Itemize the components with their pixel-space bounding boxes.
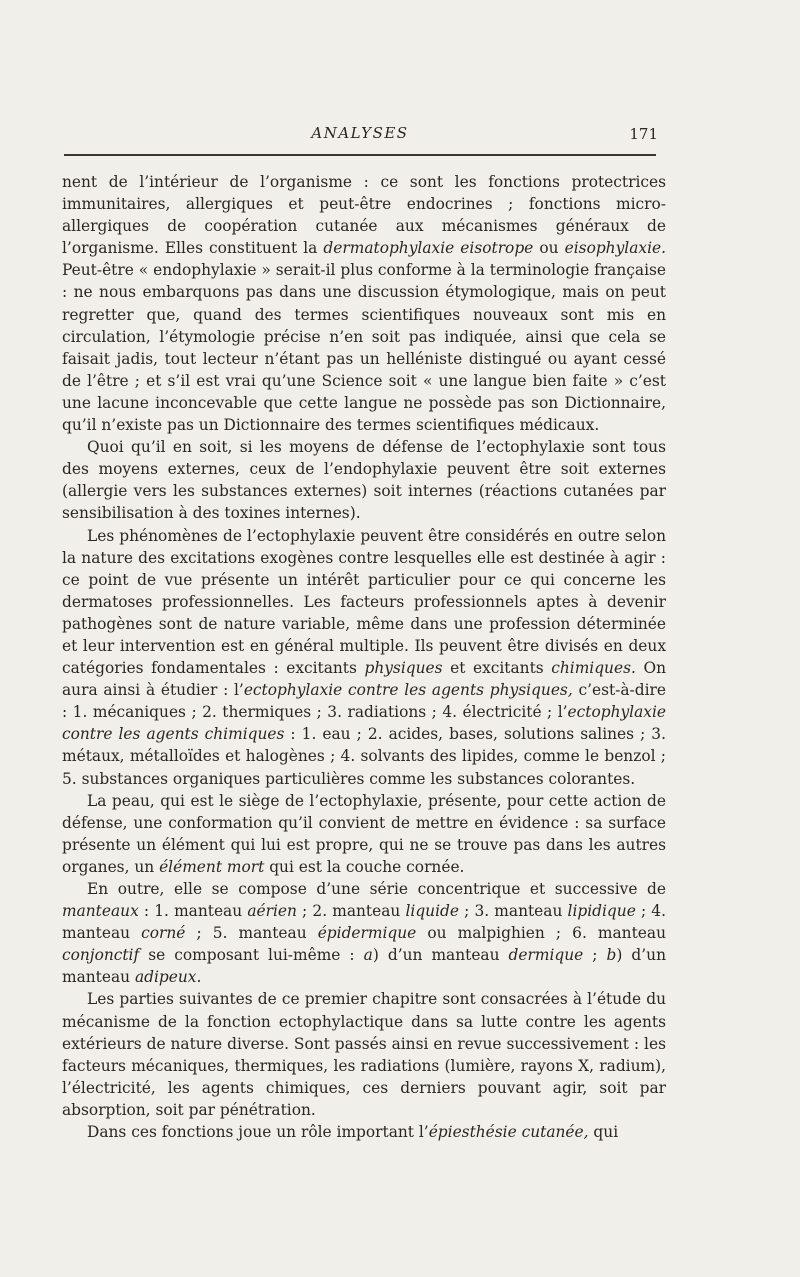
italic-run: conjonctif [62, 946, 140, 965]
text-run: ; 3. manteau [458, 902, 568, 921]
italic-run: dermique [508, 946, 584, 965]
italic-run: élément mort [159, 857, 265, 876]
text-run: : 1. manteau [138, 902, 248, 921]
italic-run: eisophylaxie. [564, 239, 666, 258]
italic-run: ectophylaxie contre les agents chimiques [62, 703, 666, 744]
text-run: ; 2. manteau [296, 902, 406, 921]
text-run: et excitants [442, 659, 552, 678]
italic-run: chimiques. [551, 659, 636, 678]
paragraph [62, 171, 666, 436]
text-run: ) d’un manteau [372, 946, 509, 965]
italic-run: b [606, 946, 617, 965]
italic-run: ectophylaxie contre les agents physiques, [243, 681, 573, 700]
italic-run: lipidique [567, 902, 636, 921]
text-run: Quoi qu’il en soit, si les moyens de défense de l’ectophylaxie sont tous des moyens externes, ceux de l’endophylaxie peuvent être soit externes (allergie vers les substances externes) soit internes (réactions cutanées par sensibilisation à des toxines internes). [62, 438, 666, 523]
text-run: La peau, qui est le siège de l’ectophylaxie, présente, pour cette action de défense, une conformation qu’il convient de mettre en évidence : sa surface présente un élément qui lui est propre, qui ne se trouve pas dans les autres organes, un [62, 791, 666, 876]
text-run: Les parties suivantes de ce premier chapitre sont consacrées à l’étude du mécanisme de la fonction ectophylactique dans sa lutte contre les agents extérieurs de nature diverse. Sont passés ainsi en revue successivement : les facteurs mécaniques, thermiques, les radiations (lumière, rayons X, radium), l’électricité, les agents chimiques, ces derniers pouvant agir, soit par absorption, soit par pénétration. [62, 990, 666, 1119]
italic-run: adipeux. [134, 968, 202, 987]
text-run: : 1. eau ; 2. acides, bases, solutions salines ; 3. métaux, métalloïdes et halogènes ; 4. solvants des lipides, comme le benzol ; 5. substances organiques particulières comme les substances colorantes. [62, 725, 666, 788]
text-run: En outre, elle se compose d’une série concentrique et successive de [87, 880, 666, 898]
italic-run: épidermique [317, 924, 417, 943]
text-run: qui est la couche cornée. [264, 857, 465, 876]
text-run: Les phénomènes de l’ectophylaxie peuvent être considérés en outre selon la nature des excitations exogènes contre lesquelles elle est destinée à agir : ce point de vue présente un intérêt particulier pour ce qui concerne les dermatoses professionnelles. Les facteurs professionnels aptes à devenir pathogènes sont de nature variable, même dans une profession déterminée et leur intervention est en général multiple. Ils peuvent être divisés en deux catégories fondamentales : excitants [62, 526, 666, 678]
text-run: qui [588, 1123, 619, 1142]
text-run: Dans ces fonctions joue un rôle important l’ [87, 1123, 429, 1142]
running-head: ANALYSES [311, 124, 409, 142]
text-run: c’est-à-dire : 1. mécaniques ; 2. thermiques ; 3. radiations ; 4. électricité ; l’ [62, 681, 666, 722]
text-run: se composant lui-même : [139, 946, 364, 965]
paragraph [62, 436, 666, 524]
text-run: ou malpighien ; 6. manteau [416, 924, 666, 943]
page-number: 171 [629, 125, 658, 143]
italic-run: liquide [405, 902, 459, 921]
paragraph [62, 1121, 666, 1143]
text-run: On aura ainsi à étudier : l’ [62, 659, 666, 700]
italic-run: physiques [364, 659, 443, 678]
text-run: ; 4. manteau [62, 902, 666, 943]
italic-run: épiesthésie cutanée, [428, 1123, 589, 1142]
text-run: ou [533, 239, 565, 258]
text-run: ; 5. manteau [185, 924, 318, 943]
italic-run: aérien [247, 902, 297, 921]
italic-run: dermatophylaxie eisotrope [323, 239, 534, 258]
header-rule [64, 154, 656, 156]
italic-run: a [363, 946, 373, 965]
paragraph [62, 878, 666, 988]
italic-run: manteaux [62, 902, 139, 921]
italic-run: corné [141, 924, 186, 943]
paragraph [62, 988, 666, 1121]
paragraph [62, 525, 666, 790]
text-run: ; [583, 946, 607, 965]
text-run: Peut-être « endophylaxie » serait-il plus conforme à la terminologie française : ne nous embarquons pas dans une discussion étymologique, mais on peut regretter que, quand des termes scientifiques nouveaux sont mis en circulation, l’étymologie précise n’en soit pas indiquée, ainsi que cela se faisait jadis, tout lecteur n’étant pas un helléniste distingué ou ayant cessé de l’être ; et s’il est vrai qu’une Science soit « une langue bien faite » c’est une lacune inconcevable que cette langue ne possède pas son Dictionnaire, qu’il n’existe pas un Dictionnaire des termes scientifiques médicaux. [62, 261, 666, 435]
page-header [62, 124, 658, 154]
text-run: nent de l’intérieur de l’organisme : ce sont les fonctions protectrices immunitaires, allergiques et peut-être endocrines ; fonctions micro-allergiques de coopération cutanée aux mécanismes généraux de l’organisme. Elles constituent la [62, 173, 666, 258]
body-text [62, 171, 666, 1143]
text-run: ) d’un manteau [62, 946, 666, 987]
paragraph [62, 790, 666, 878]
